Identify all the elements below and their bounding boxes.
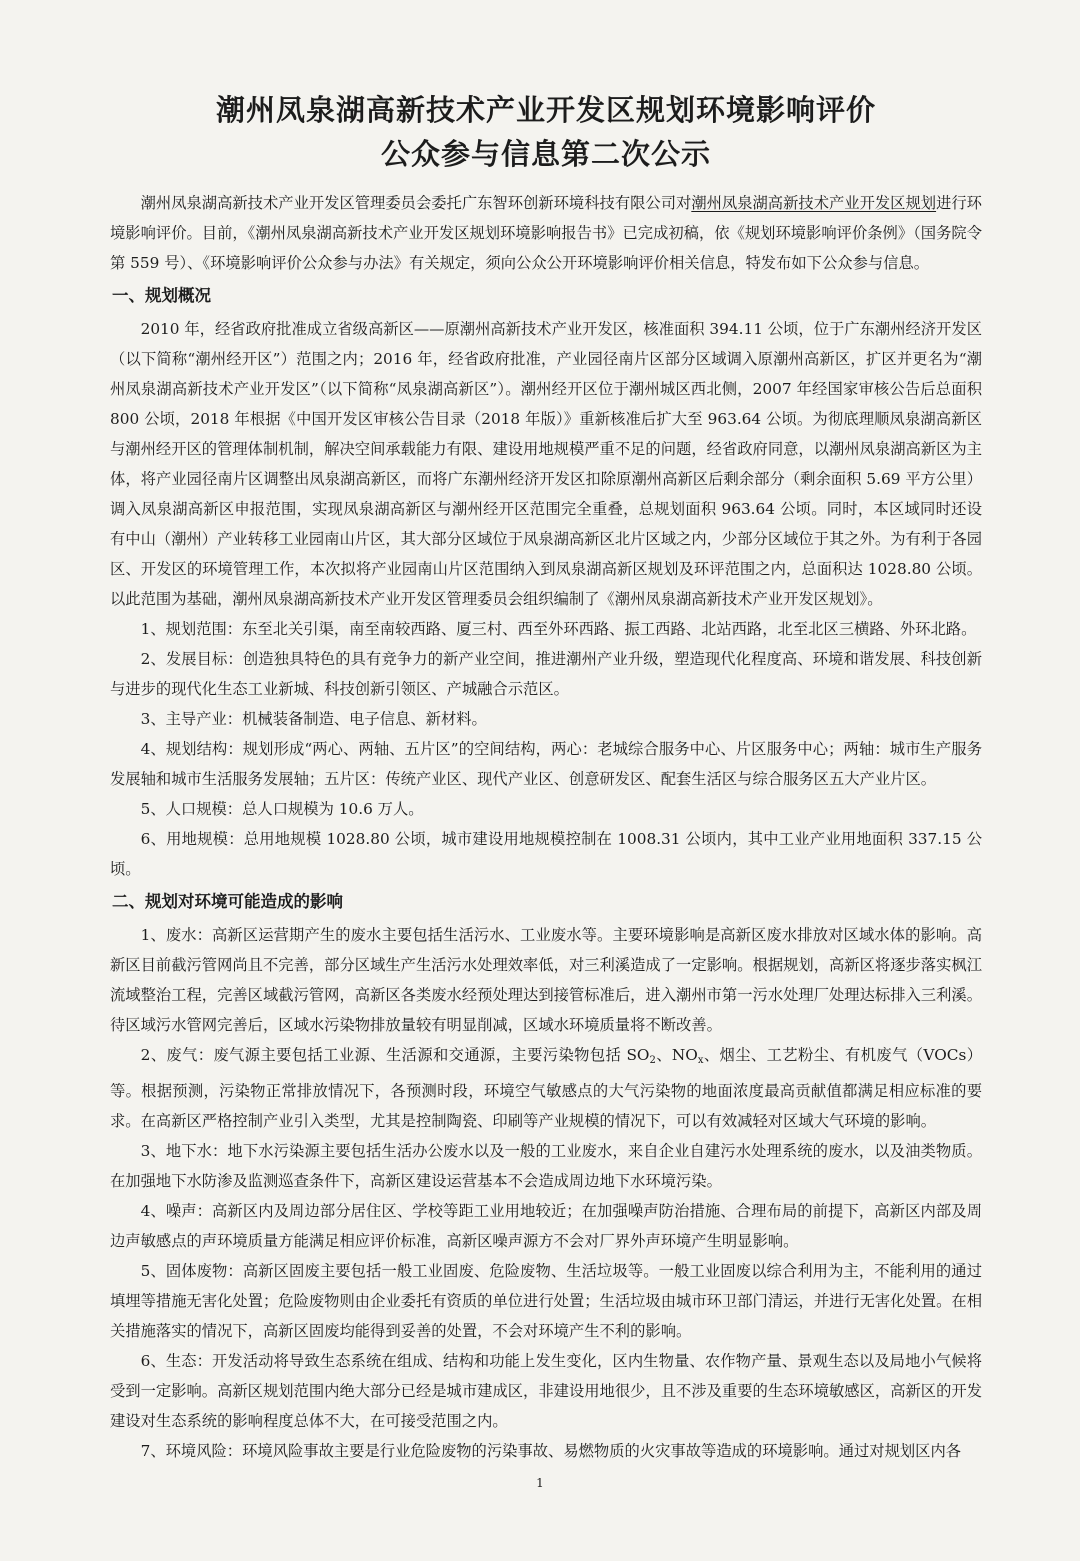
air-text-before-so2: 2、废气：废气源主要包括工业源、生活源和交通源，主要污染物包括 SO [140, 1046, 650, 1064]
document-title-line2: 公众参与信息第二次公示 [380, 137, 711, 171]
plan-item-industries: 3、主导产业：机械装备制造、电子信息、新材料。 [140, 710, 487, 728]
impact-item-environmental-risk: 7、环境风险：环境风险事故主要是行业危险废物的污染事故、易燃物质的火灾事故等造成的环境影响。通过对规划区内各 [140, 1442, 962, 1460]
page-number: 1 [536, 1476, 544, 1490]
intro-text-part1: 潮州凤泉湖高新技术产业开发区管理委员会委托广东智环创新环境科技有限公司对 [140, 194, 692, 212]
document-title-line1: 潮州凤泉湖高新技术产业开发区规划环境影响评价 [215, 93, 876, 127]
section-heading-environmental-impacts: 二、规划对环境可能造成的影响 [112, 892, 343, 911]
intro-paragraph [110, 188, 982, 278]
section-heading-plan-overview: 一、规划概况 [112, 286, 211, 305]
plan-item-land-use: 6、用地规模：总用地规模 1028.80 公顷，城市建设用地规模控制在 1008.31 公顷内，其中工业产业用地面积 337.15 公顷。 [110, 830, 982, 878]
intro-text-part2: 进行环境影响评价。目前，《潮州凤泉湖高新技术产业开发区规划环境影响报告书》已完成初稿，依《规划环境影响评价条例》（国务院令第 559 号）、《环境影响评价公众参与办法》有关规定，须向公众公开环境影响评价相关信息，特发布如下公众参与信息。 [110, 194, 982, 272]
plan-item-structure: 4、规划结构：规划形成“两心、两轴、五片区”的空间结构，两心：老城综合服务中心、片区服务中心；两轴：城市生产服务发展轴和城市生活服务发展轴；五片区：传统产业区、现代产业区、创意研发区、配套生活区与综合服务区五大产业片区。 [110, 740, 982, 788]
impact-item-groundwater: 3、地下水：地下水污染源主要包括生活办公废水以及一般的工业废水，来自企业自建污水处理系统的废水，以及油类物质。在加强地下水防渗及监测巡查条件下，高新区建设运营基本不会造成周边地下水环境污染。 [110, 1142, 982, 1190]
intro-underlined-plan-name: 潮州凤泉湖高新技术产业开发区规划 [691, 194, 937, 212]
impact-item-ecology: 6、生态：开发活动将导致生态系统在组成、结构和功能上发生变化，区内生物量、农作物产量、景观生态以及局地小气候将受到一定影响。高新区规划范围内绝大部分已经是城市建成区，非建设用地很少，且不涉及重要的生态环境敏感区，高新区的开发建设对生态系统的影响程度总体不大，在可接受范围之内。 [110, 1352, 982, 1430]
so2-subscript: 2 [649, 1055, 656, 1066]
impact-item-air [110, 1040, 982, 1136]
air-text-after-nox: 、烟尘、工艺粉尘、有机废气（VOCs）等。根据预测，污染物正常排放情况下，各预测时段，环境空气敏感点的大气污染物的地面浓度最高贡献值都满足相应标准的要求。在高新区严格控制产业引入类型，尤其是控制陶瓷、印刷等产业规模的情况下，可以有效减轻对区域大气环境的影响。 [110, 1046, 982, 1130]
plan-item-goals: 2、发展目标：创造独具特色的具有竞争力的新产业空间，推进潮州产业升级，塑造现代化程度高、环境和谐发展、科技创新与进步的现代化生态工业新城、科技创新引领区、产城融合示范区。 [110, 650, 982, 698]
plan-item-population: 5、人口规模：总人口规模为 10.6 万人。 [140, 800, 424, 818]
plan-item-scope: 1、规划范围：东至北关引渠，南至南较西路、厦三村、西至外环西路、振工西路、北站西路，北至北区三横路、外环北路。 [140, 620, 977, 638]
air-text-between: 、NO [655, 1046, 698, 1064]
impact-item-wastewater: 1、废水：高新区运营期产生的废水主要包括生活污水、工业废水等。主要环境影响是高新区废水排放对区域水体的影响。高新区目前截污管网尚且不完善，部分区域生产生活污水处理效率低，对三利溪造成了一定影响。根据规划，高新区将逐步落实枫江流域整治工程，完善区域截污管网，高新区各类废水经预处理达到接管标准后，进入潮州市第一污水处理厂处理达标排入三利溪。待区域污水管网完善后，区域水污染物排放量较有明显削减，区域水环境质量将不断改善。 [110, 926, 982, 1034]
impact-item-solid-waste: 5、固体废物：高新区固废主要包括一般工业固废、危险废物、生活垃圾等。一般工业固废以综合利用为主，不能利用的通过填埋等措施无害化处置；危险废物则由企业委托有资质的单位进行处置；生活垃圾由城市环卫部门清运，并进行无害化处置。在相关措施落实的情况下，高新区固废均能得到妥善的处置，不会对环境产生不利的影响。 [110, 1262, 982, 1340]
nox-subscript: x [697, 1055, 704, 1066]
impact-item-noise: 4、噪声：高新区内及周边部分居住区、学校等距工业用地较近；在加强噪声防治措施、合理布局的前提下，高新区内部及周边声敏感点的声环境质量方能满足相应评价标准，高新区噪声源方不会对厂界外声环境产生明显影响。 [110, 1202, 982, 1250]
overview-paragraph: 2010 年，经省政府批准成立省级高新区——原潮州高新技术产业开发区，核准面积 394.11 公顷，位于广东潮州经济开发区（以下简称“潮州经开区”）范围之内；2016 年，经省政府批准，产业园径南片区部分区域调入原潮州高新区，扩区并更名为“潮州凤泉湖高新技术产业开发区”（以下简称“凤泉湖高新区”）。潮州经开区位于潮州城区西北侧，2007 年经国家审核公告后总面积 800 公顷，2018 年根据《中国开发区审核公告目录（2018 年版）》重新核准后扩大至 963.64 公顷。为彻底理顺凤泉湖高新区与潮州经开区的管理体制机制，解决空间承载能力有限、建设用地规模严重不足的问题，经省政府同意，以潮州凤泉湖高新区为主体，将产业园径南片区调整出凤泉湖高新区，而将广东潮州经济开发区扣除原潮州高新区后剩余部分（剩余面积 5.69 平方公里）调入凤泉湖高新区申报范围，实现凤泉湖高新区与潮州经开区范围完全重叠，总规划面积 963.64 公顷。同时，本区域同时还设有中山（潮州）产业转移工业园南山片区，其大部分区域位于凤泉湖高新区北片区域之内，少部分区域位于其之外。为有利于各园区、开发区的环境管理工作，本次拟将产业园南山片区范围纳入到凤泉湖高新区规划及环评范围之内，总面积达 1028.80 公顷。以此范围为基础，潮州凤泉湖高新技术产业开发区管理委员会组织编制了《潮州凤泉湖高新技术产业开发区规划》。 [110, 320, 982, 608]
